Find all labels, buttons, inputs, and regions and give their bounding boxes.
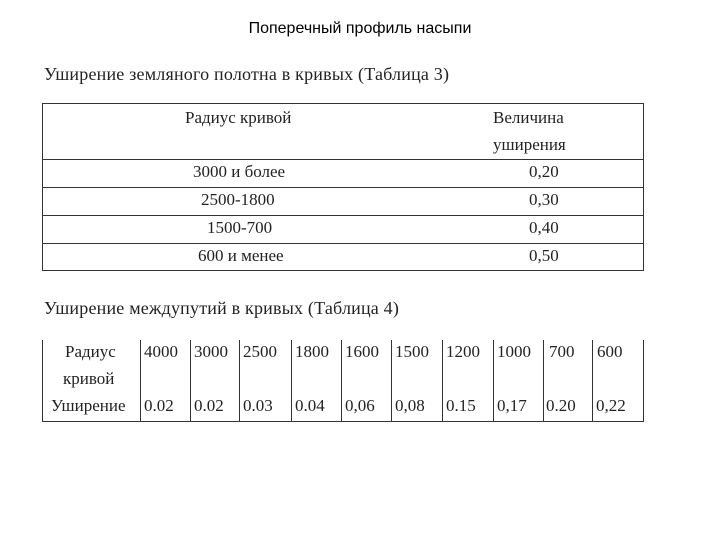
column-divider <box>140 340 141 421</box>
widening-label: Уширение <box>51 396 126 415</box>
row-radius: 600 и менее <box>198 246 284 265</box>
page-title: Поперечный профиль насыпи <box>248 20 472 37</box>
widening-value: 0.02 <box>144 396 174 415</box>
radius-value: 1200 <box>446 342 480 361</box>
widening-value: 0.15 <box>446 396 476 415</box>
row-divider <box>43 215 643 216</box>
column-divider <box>391 340 392 421</box>
row-widening: 0,40 <box>529 218 559 237</box>
header-radius: Радиус кривой <box>185 108 292 127</box>
column-divider <box>543 340 544 421</box>
column-divider <box>493 340 494 421</box>
table4-caption: Уширение междупутий в кривых (Таблица 4) <box>44 298 400 318</box>
widening-value: 0.20 <box>546 396 576 415</box>
radius-value: 600 <box>597 342 623 361</box>
widening-value: 0,08 <box>395 396 425 415</box>
widening-value: 0,06 <box>345 396 375 415</box>
widening-value: 0.03 <box>243 396 273 415</box>
row-divider <box>43 187 643 188</box>
radius-value: 1000 <box>497 342 531 361</box>
radius-value: 700 <box>549 342 575 361</box>
widening-value: 0.02 <box>194 396 224 415</box>
header-widening-line1: Величина <box>493 108 564 127</box>
row-divider <box>43 159 643 160</box>
column-divider <box>291 340 292 421</box>
widening-value: 0.04 <box>295 396 325 415</box>
table3-caption: Уширение земляного полотна в кривых (Таблица 3) <box>44 64 450 84</box>
radius-value: 1800 <box>295 342 329 361</box>
curve-widening-table <box>42 103 644 271</box>
row-radius: 3000 и более <box>193 162 286 181</box>
track-spacing-widening-table <box>42 340 644 422</box>
row-widening: 0,30 <box>529 190 559 209</box>
column-divider <box>341 340 342 421</box>
column-divider <box>239 340 240 421</box>
row-radius: 1500-700 <box>207 218 273 237</box>
radius-value: 2500 <box>243 342 277 361</box>
radius-value: 1600 <box>345 342 379 361</box>
radius-value: 4000 <box>144 342 178 361</box>
column-divider <box>190 340 191 421</box>
widening-value: 0,17 <box>497 396 527 415</box>
column-divider <box>442 340 443 421</box>
row-widening: 0,50 <box>529 246 559 265</box>
radius-label-line1: Радиус <box>65 342 116 361</box>
column-divider <box>592 340 593 421</box>
header-widening-line2: уширения <box>493 135 566 154</box>
row-widening: 0,20 <box>529 162 559 181</box>
radius-value: 1500 <box>395 342 429 361</box>
radius-label-line2: кривой <box>63 369 115 388</box>
radius-value: 3000 <box>194 342 228 361</box>
widening-value: 0,22 <box>596 396 626 415</box>
row-divider <box>43 243 643 244</box>
row-radius: 2500-1800 <box>201 190 275 209</box>
